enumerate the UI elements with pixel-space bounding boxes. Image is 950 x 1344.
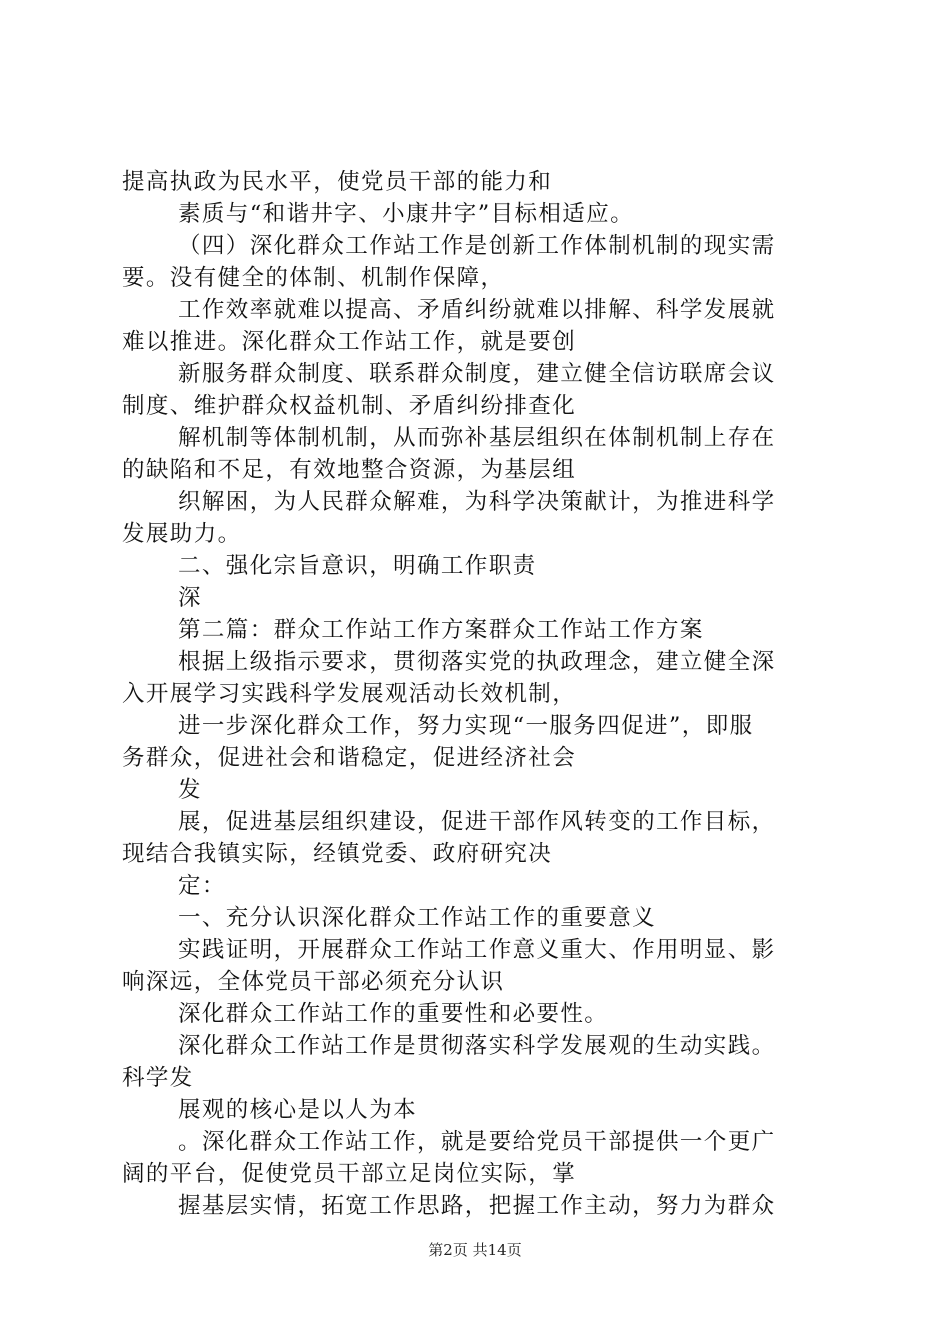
text-line: 要。没有健全的体制、机制作保障， [122,265,505,291]
text-line: 科学发 [122,1065,194,1091]
text-line: 的缺陷和不足，有效地整合资源，为基层组 [122,457,577,483]
document-body [122,166,834,1222]
text-line: （四）深化群众工作站工作是创新工作体制机制的现实需 [178,233,776,259]
text-line: 响深远，全体党员干部必须充分认识 [122,969,505,995]
text-line: 进一步深化群众工作，努力实现“一服务四促进”，即服 [178,713,754,739]
text-line: 难以推进。深化群众工作站工作，就是要创 [122,329,577,355]
text-line: 素质与“和谐井字、小康井字”目标相适应。 [178,201,635,227]
text-line: 入开展学习实践科学发展观活动长效机制， [122,681,577,707]
text-line: 新服务群众制度、联系群众制度，建立健全信访联席会议 [178,361,776,387]
text-line: 定： [178,873,226,899]
text-line: 展观的核心是以人为本 [178,1097,418,1123]
text-line: 解机制等体制机制，从而弥补基层组织在体制机制上存在 [178,425,776,451]
text-line: 阔的平台，促使党员干部立足岗位实际，掌 [122,1161,577,1187]
chapter-heading: 第二篇：群众工作站工作方案群众工作站工作方案 [178,617,704,643]
text-line: 展，促进基层组织建设，促进干部作风转变的工作目标， [178,809,776,835]
text-line: 实践证明，开展群众工作站工作意义重大、作用明显、影 [178,937,776,963]
text-line: 现结合我镇实际，经镇党委、政府研究决 [122,841,553,867]
text-line: 发展助力。 [122,521,242,547]
text-line: 。深化群众工作站工作，就是要给党员干部提供一个更广 [178,1129,776,1155]
text-line: 制度、维护群众权益机制、矛盾纠纷排查化 [122,393,577,419]
text-line: 织解困，为人民群众解难，为科学决策献计，为推进科学 [178,489,776,515]
text-line: 提高执政为民水平，使党员干部的能力和 [122,169,553,195]
section-heading: 二、强化宗旨意识，明确工作职责 [178,553,537,579]
text-line: 握基层实情，拓宽工作思路，把握工作主动，努力为群众 [178,1193,776,1219]
text-line: 根据上级指示要求，贯彻落实党的执政理念，建立健全深 [178,649,776,675]
text-line: 深化群众工作站工作的重要性和必要性。 [178,1001,609,1027]
text-line: 务群众，促进社会和谐稳定，促进经济社会 [122,745,577,771]
text-line: 深 [178,585,202,611]
page-number: 第2页 共14页 [428,1241,522,1259]
text-line: 发 [178,777,202,803]
text-line: 深化群众工作站工作是贯彻落实科学发展观的生动实践。 [178,1033,776,1059]
section-heading: 一、充分认识深化群众工作站工作的重要意义 [178,905,657,931]
text-line: 工作效率就难以提高、矛盾纠纷就难以排解、科学发展就 [178,297,776,323]
